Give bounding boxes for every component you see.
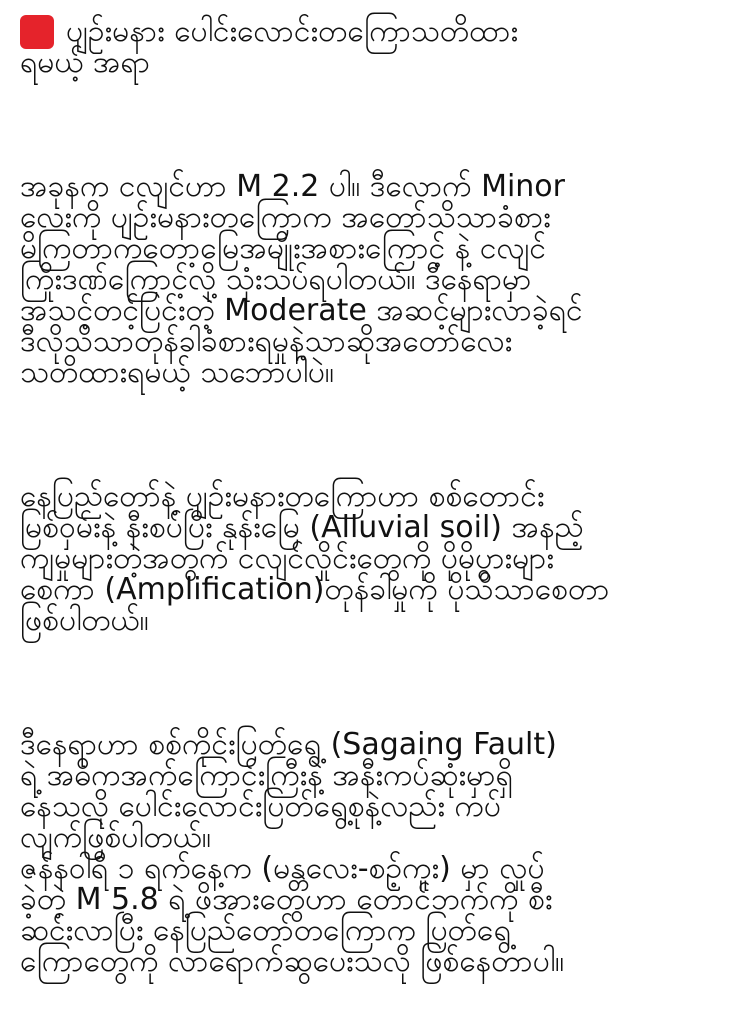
- headline-text-2: ရမယ့် အရာ: [20, 45, 151, 80]
- paragraph-1-line: ကြိုးဒဏ်ကြောင့်လို့ သုံးသပ်ရပါတယ်။ ဒီနေရာမှာ: [20, 262, 532, 297]
- red-square-icon: [20, 15, 54, 49]
- paragraph-1-line: ဒီလိုသိသာတုန်ခါခံစားရမှုနဲ့သာဆိုအတော်လေး: [20, 324, 513, 359]
- paragraph-2-line: ဖြစ်ပါတယ်။: [20, 603, 149, 638]
- paragraph-2-line: နေပြည်တော်နဲ့ ပျဥ်းမနားတကြောဟာ စစ်တောင်း: [20, 479, 545, 514]
- paragraph-2-line: စေကာ (Amplification)တုန်ခါမှုကို ပိုသိသာစေတာ: [20, 572, 610, 607]
- paragraph-3: [20, 729, 732, 977]
- headline-text-1: ပျဥ်းမနား ပေါင်းလောင်းတကြောသတိထား: [66, 14, 519, 49]
- paragraph-3-line: လျက်ဖြစ်ပါတယ်။: [20, 820, 211, 855]
- spacer: [20, 636, 732, 729]
- paragraph-3-line: နေသလို ပေါင်းလောင်းပြတ်ရွေ့စုနဲ့လည်း ကပ်: [20, 789, 501, 824]
- paragraph-3-line: ဒီနေရာဟာ စစ်ကိုင်းပြတ်ရွေ့ (Sagaing Fault): [20, 727, 557, 762]
- paragraph-2: [20, 481, 732, 636]
- paragraph-2-line: ကျမှုများတဲ့အတွက် ငလျင်လှိုင်းတွေကို ပိုမိုပွားများ: [20, 541, 554, 576]
- paragraph-1: [20, 171, 732, 388]
- post-text: [20, 16, 732, 977]
- paragraph-1-line: သတိထားရမယ့် သဘောပါပဲ။: [20, 355, 335, 390]
- paragraph-3-line: ကြောတွေကို လာရောက်ဆွပေးသလို ဖြစ်နေတာပါ။: [20, 944, 565, 979]
- paragraph-3-line: ဆင်းလာပြီး နေပြည်တော်တကြောက ပြတ်ရွေ့: [20, 913, 511, 948]
- paragraph-1-line: အခုနက ငလျင်ဟာ M 2.2 ပါ။ ဒီလောက် Minor: [20, 169, 565, 204]
- paragraph-1-line: မိကြတာကတော့မြေအမျိုးအစားကြောင့် နဲ့ ငလျင်: [20, 231, 547, 266]
- spacer: [20, 78, 732, 171]
- spacer: [20, 388, 732, 481]
- paragraph-3-line: ဇန်နဝါရီ ၁ ရက်နေ့က (မန္တလေး-စဥ့်ကူး) မှာ လှုပ်: [20, 851, 545, 886]
- paragraph-3-line: ခဲ့တဲ့ M 5.8 ရဲ့ ဖိအားတွေဟာ တောင်ဘက်ကို စီး: [20, 882, 553, 917]
- paragraph-1-line: လေးကို ပျဥ်းမနားတကြောက အတော်သိသာခံစား: [20, 200, 551, 235]
- paragraph-2-line: မြစ်ဝှမ်းနဲ့ နီးစပ်ပြီး နုန်းမြေ (Alluvial soil) အနည့်: [20, 510, 584, 545]
- headline-line-1: [20, 16, 732, 47]
- paragraph-1-line: အသင့်တင့်ပြင်းတဲ့ Moderate အဆင့်များလာခဲ့ရင်: [20, 293, 583, 328]
- paragraph-3-line: ရဲ့ အဓိကအက်ကြောင်းကြီးနဲ့ အနီးကပ်ဆုံးမှာရှိ: [20, 758, 513, 793]
- headline: [20, 16, 732, 78]
